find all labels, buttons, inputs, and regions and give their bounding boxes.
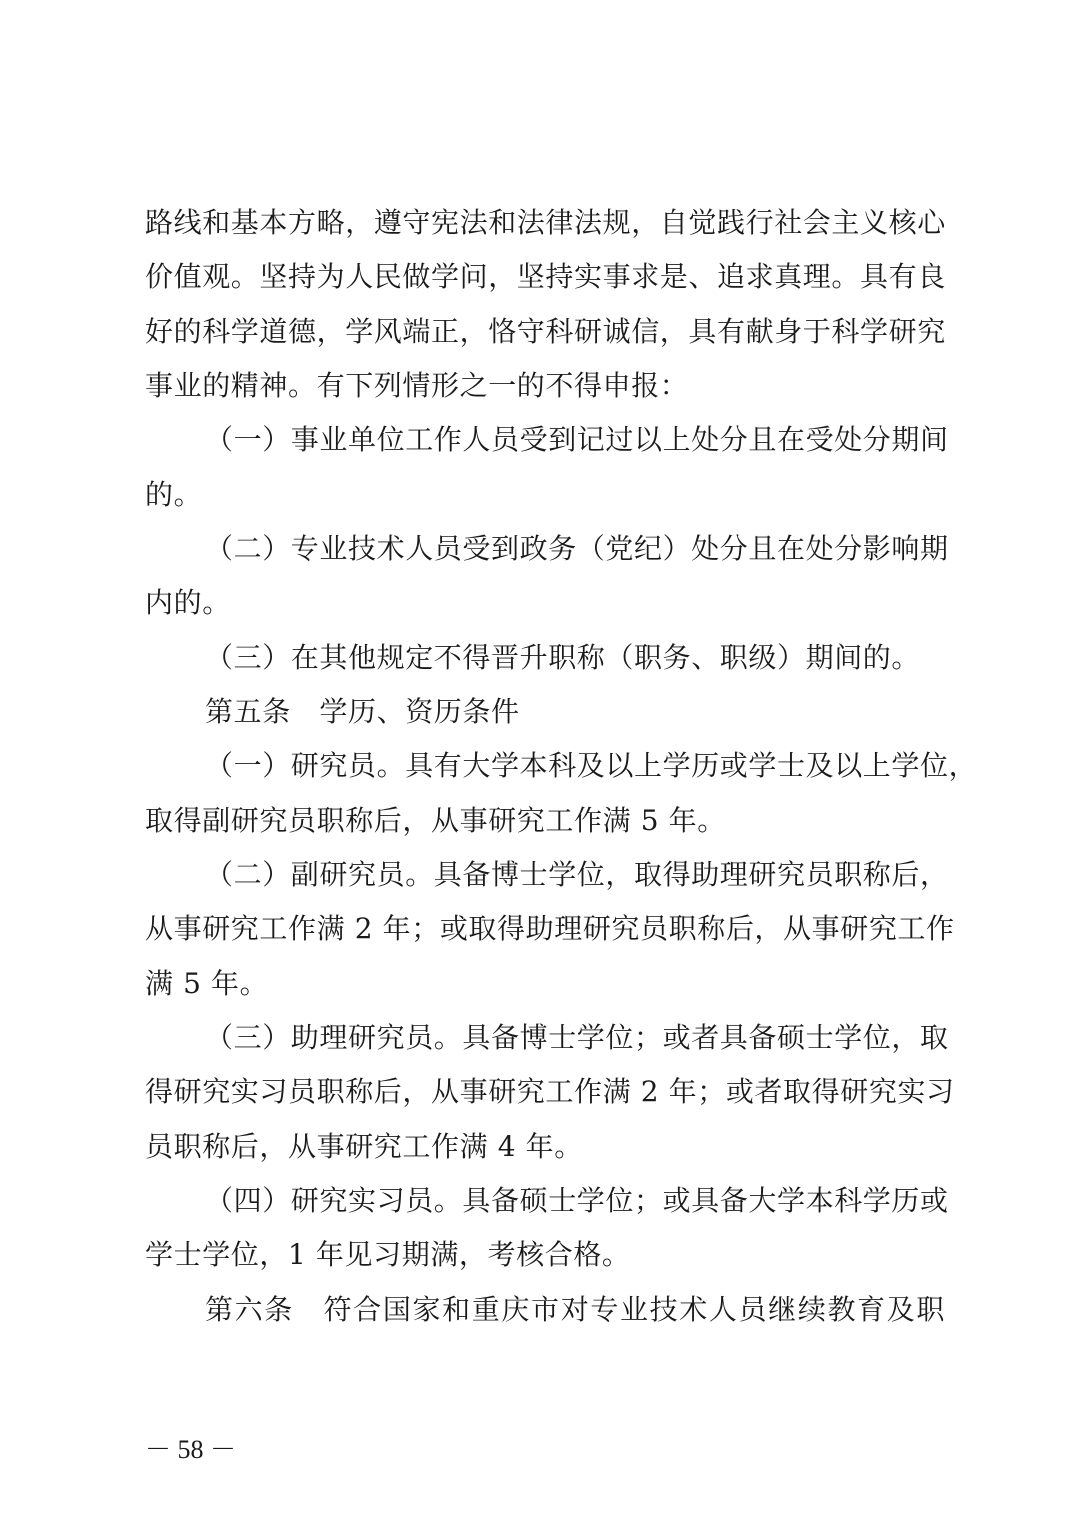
list-item-text: （一）研究员。具有大学本科及以上学历或学士及以上学位， — [205, 749, 978, 782]
page-number: － 58 － — [145, 1435, 237, 1464]
text-line: 事业的精神。有下列情形之一的不得申报： — [145, 369, 689, 402]
text-line: 价值观。坚持为人民做学问，坚持实事求是、追求真理。具有良 — [145, 260, 946, 293]
text-line: 路线和基本方略，遵守宪法和法律法规，自觉践行社会主义核心 — [145, 206, 946, 239]
text-line: 从事研究工作满 2 年；或取得助理研究员职称后，从事研究工作 — [145, 912, 955, 945]
text-line: 得研究实习员职称后，从事研究工作满 2 年；或者取得研究实习 — [145, 1075, 955, 1108]
list-item-text: （三）助理研究员。具备博士学位；或者具备硕士学位，取 — [205, 1021, 949, 1054]
article-heading: 第六条 符合国家和重庆市对专业技术人员继续教育及职 — [205, 1293, 945, 1326]
text-line: 内的。 — [145, 586, 231, 619]
list-item-text: （二）副研究员。具备博士学位，取得助理研究员职称后， — [205, 858, 949, 891]
list-item-text: （一）事业单位工作人员受到记过以上处分且在受处分期间 — [205, 423, 949, 456]
text-line: 满 5 年。 — [145, 967, 269, 1000]
list-item-text: （四）研究实习员。具备硕士学位；或具备大学本科学历或 — [205, 1184, 949, 1217]
text-line: 好的科学道德，学风端正，恪守科研诚信，具有献身于科学研究 — [145, 315, 946, 348]
text-line: 员职称后，从事研究工作满 4 年。 — [145, 1130, 583, 1163]
article-heading: 第五条 学历、资历条件 — [205, 695, 520, 728]
text-line: 取得副研究员职称后，从事研究工作满 5 年。 — [145, 804, 726, 837]
text-line: 学士学位，1 年见习期满，考核合格。 — [145, 1238, 631, 1271]
list-item-text: （二）专业技术人员受到政务（党纪）处分且在处分影响期 — [205, 532, 949, 565]
list-item-text: （三）在其他规定不得晋升职称（职务、职级）期间的。 — [205, 641, 921, 674]
text-line: 的。 — [145, 478, 203, 511]
